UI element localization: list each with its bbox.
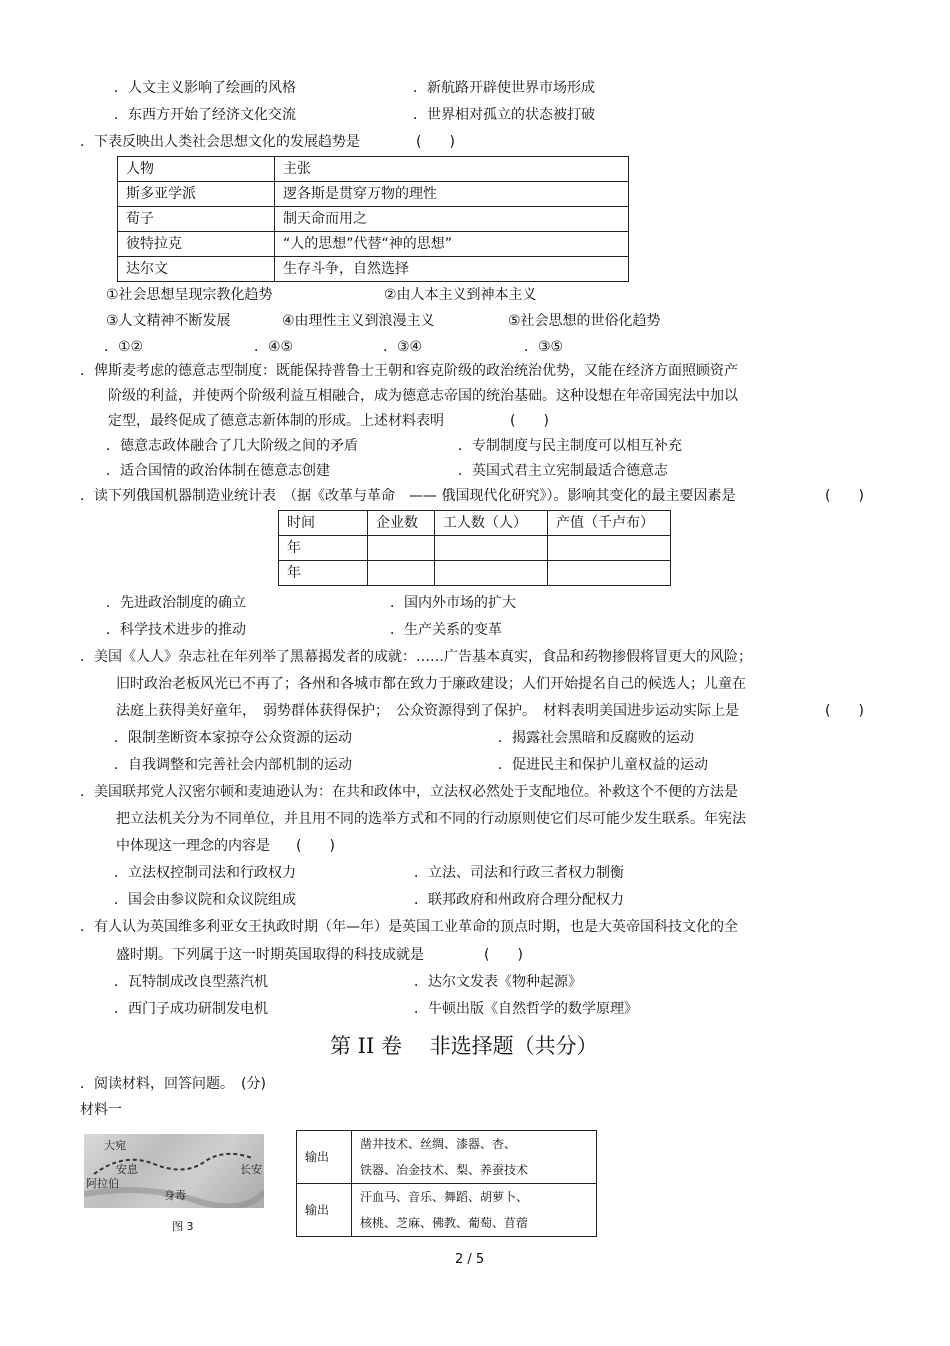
table-row bbox=[279, 561, 671, 586]
option-a: ．德意志政体融合了几大阶级之间的矛盾 bbox=[106, 438, 358, 454]
option-b: ．新航路开辟使世界市场形成 bbox=[413, 80, 595, 96]
option-d: ．联邦政府和州政府合理分配权力 bbox=[414, 892, 624, 908]
option-c: ．自我调整和完善社会内部机制的运动 bbox=[114, 757, 352, 773]
option-c: ．适合国情的政治体制在德意志创建 bbox=[106, 463, 330, 479]
table-cell: 生存斗争，自然选择 bbox=[275, 257, 629, 282]
answer-paren: ( ) bbox=[296, 838, 335, 854]
option-a: ．①② bbox=[104, 339, 144, 355]
table-cell: 荀子 bbox=[118, 207, 275, 232]
answer-paren: ( ) bbox=[416, 134, 455, 150]
map-label: 长安 bbox=[240, 1163, 262, 1176]
table-row bbox=[297, 1184, 597, 1237]
table-cell: 彼特拉克 bbox=[118, 232, 275, 257]
table-cell bbox=[435, 536, 548, 561]
table-cell: 产值（千卢布） bbox=[548, 511, 671, 536]
map-label: 安息 bbox=[116, 1163, 138, 1176]
table-cell bbox=[548, 561, 671, 586]
page-number: 2 / 5 bbox=[455, 1252, 485, 1267]
table-cell: 年 bbox=[279, 536, 368, 561]
table-cell bbox=[368, 561, 435, 586]
option-b: ．立法、司法和行政三者权力制衡 bbox=[414, 865, 624, 881]
table-cell: 输出 bbox=[297, 1131, 352, 1184]
table-cell: 人物 bbox=[118, 157, 275, 182]
option-d: ．世界相对孤立的状态被打破 bbox=[413, 107, 595, 123]
table-cell: 输出 bbox=[297, 1184, 352, 1237]
table-cell bbox=[368, 536, 435, 561]
trade-line: 核桃、芝麻、佛教、葡萄、苜蓿 bbox=[360, 1216, 529, 1230]
map-label: 身毒 bbox=[164, 1189, 186, 1202]
option-c: ．③④ bbox=[383, 339, 423, 355]
answer-paren: ( ) bbox=[825, 703, 864, 719]
question-stem: ．有人认为英国维多利亚女王执政时期（年—年）是英国工业革命的顶点时期，也是大英帝国科技文化的全 bbox=[80, 919, 738, 935]
list-item: ①社会思想呈现宗教化趋势 bbox=[106, 287, 273, 303]
option-b: ．达尔文发表《物种起源》 bbox=[414, 974, 582, 990]
option-b: ．专制制度与民主制度可以相互补充 bbox=[458, 438, 682, 454]
table-cell: 斯多亚学派 bbox=[118, 182, 275, 207]
option-c: ．科学技术进步的推动 bbox=[106, 622, 246, 638]
table-row bbox=[118, 232, 629, 257]
trade-line: 铁器、冶金技术、梨、养蚕技术 bbox=[360, 1163, 529, 1177]
table-cell: 制天命而用之 bbox=[275, 207, 629, 232]
question-stem: 定型，最终促成了德意志新体制的形成。上述材料表明 bbox=[108, 413, 444, 429]
option-d: ．牛顿出版《自然哲学的数学原理》 bbox=[414, 1001, 638, 1017]
table-cell: 企业数 bbox=[368, 511, 435, 536]
option-b: ．国内外市场的扩大 bbox=[390, 595, 516, 611]
option-a: ．先进政治制度的确立 bbox=[106, 595, 246, 611]
option-c: ．东西方开始了经济文化交流 bbox=[114, 107, 296, 123]
question-stem: 旧时政治老板风光已不再了；各州和各城市都在致力于廉政建设；人们开始提名自己的候选人；儿童在 bbox=[116, 676, 746, 692]
table-row bbox=[297, 1131, 597, 1184]
table-cell: 时间 bbox=[279, 511, 368, 536]
trade-line: 凿井技术、丝绸、漆器、杏、 bbox=[360, 1137, 517, 1151]
option-b: ．揭露社会黑暗和反腐败的运动 bbox=[498, 730, 694, 746]
question-stem: 把立法机关分为不同单位，并且用不同的选举方式和不同的行动原则使它们尽可能少发生联系。年宪法 bbox=[116, 811, 746, 827]
question-stem: ．美国联邦党人汉密尔顿和麦迪逊认为：在共和政体中，立法权必然处于支配地位。补救这个不便的方法是 bbox=[80, 784, 738, 800]
list-item: ②由人本主义到神本主义 bbox=[384, 287, 537, 303]
answer-paren: ( ) bbox=[825, 488, 864, 504]
question-stem: ．俾斯麦考虑的德意志型制度：既能保持普鲁士王朝和容克阶级的政治统治优势，又能在经济方面照顾资产 bbox=[80, 363, 738, 379]
answer-paren: ( ) bbox=[484, 947, 523, 963]
option-d: ．促进民主和保护儿童权益的运动 bbox=[498, 757, 708, 773]
table-cell: 主张 bbox=[275, 157, 629, 182]
table-row bbox=[118, 182, 629, 207]
table-cell: 逻各斯是贯穿万物的理性 bbox=[275, 182, 629, 207]
list-item: ④由理性主义到浪漫主义 bbox=[282, 313, 435, 329]
trade-table bbox=[296, 1130, 597, 1237]
question-stem: 法庭上获得美好童年， 弱势群体获得保护； 公众资源得到了保护。 材料表明美国进步运动实际上是 bbox=[116, 703, 739, 719]
question-stem: 阶级的利益，并使两个阶级利益互相融合，成为德意志帝国的统治基础。这种设想在年帝国宪法中加以 bbox=[108, 388, 738, 404]
table-cell bbox=[352, 1184, 597, 1237]
answer-paren: ( ) bbox=[510, 413, 549, 429]
question-stem: ．下表反映出人类社会思想文化的发展趋势是 bbox=[80, 134, 360, 150]
option-a: ．限制垄断资本家掠夺公众资源的运动 bbox=[114, 730, 352, 746]
question-stem: ．美国《人人》杂志社在年列举了黑幕揭发者的成就：……广告基本真实，食品和药物掺假将冒更大的风险； bbox=[80, 649, 752, 665]
trade-line: 汗血马、音乐、舞蹈、胡萝卜、 bbox=[360, 1190, 529, 1204]
table-row bbox=[279, 511, 671, 536]
table-row bbox=[118, 207, 629, 232]
option-c: ．西门子成功研制发电机 bbox=[114, 1001, 268, 1017]
table-row bbox=[118, 157, 629, 182]
table-cell: “人的思想”代替“神的思想” bbox=[275, 232, 629, 257]
question-stem: ．读下列俄国机器制造业统计表 （据《改革与革命 —— 俄国现代化研究》）。影响其变化的最主要因素是 bbox=[80, 488, 736, 504]
question-stem: ．阅读材料，回答问题。 (分) bbox=[80, 1076, 266, 1092]
option-a: ．人文主义影响了绘画的风格 bbox=[114, 80, 296, 96]
table-row bbox=[279, 536, 671, 561]
table-cell bbox=[548, 536, 671, 561]
table-cell: 年 bbox=[279, 561, 368, 586]
material-label: 材料一 bbox=[80, 1102, 122, 1118]
list-item: ⑤社会思想的世俗化趋势 bbox=[508, 313, 661, 329]
map-label: 阿拉伯 bbox=[86, 1177, 119, 1190]
option-a: ．瓦特制成改良型蒸汽机 bbox=[114, 974, 268, 990]
russia-table bbox=[278, 510, 671, 586]
silk-road-map bbox=[84, 1134, 264, 1208]
option-c: ．国会由参议院和众议院组成 bbox=[114, 892, 296, 908]
table-cell: 达尔文 bbox=[118, 257, 275, 282]
option-d: ．③⑤ bbox=[524, 339, 564, 355]
table-cell bbox=[352, 1131, 597, 1184]
question-stem: 中体现这一理念的内容是 bbox=[116, 838, 270, 854]
option-b: ．④⑤ bbox=[254, 339, 294, 355]
option-d: ．英国式君主立宪制最适合德意志 bbox=[458, 463, 668, 479]
question-stem: 盛时期。下列属于这一时期英国取得的科技成就是 bbox=[116, 947, 424, 963]
option-d: ．生产关系的变革 bbox=[390, 622, 502, 638]
thought-table bbox=[117, 156, 629, 282]
table-cell bbox=[435, 561, 548, 586]
map-label: 大宛 bbox=[104, 1139, 126, 1152]
table-cell: 工人数（人） bbox=[435, 511, 548, 536]
figure-caption: 图 3 bbox=[172, 1220, 194, 1233]
list-item: ③人文精神不断发展 bbox=[106, 313, 231, 329]
section-title: 第 II 卷 非选择题（共分） bbox=[330, 1034, 598, 1058]
option-a: ．立法权控制司法和行政权力 bbox=[114, 865, 296, 881]
table-row bbox=[118, 257, 629, 282]
